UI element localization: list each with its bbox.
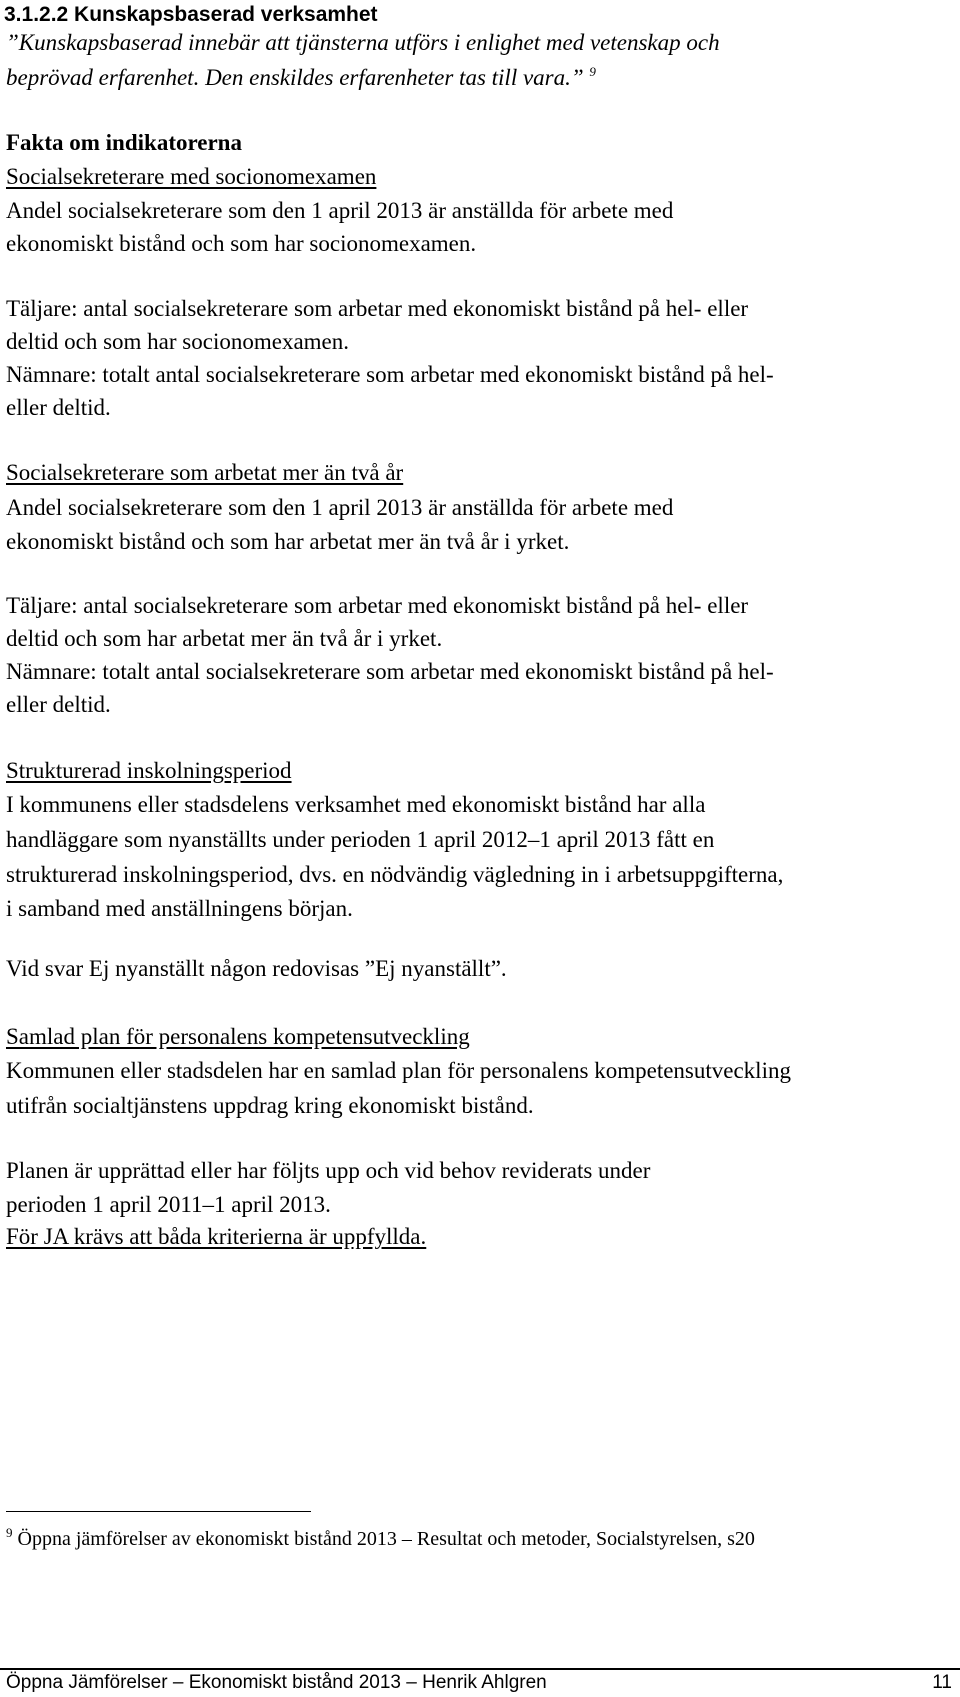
indicator-3-definition-line-3: strukturerad inskolningsperiod, dvs. en nödvändig vägledning in i arbetsuppgifterna, <box>6 862 784 887</box>
indicator-2-numerator-line-1: Täljare: antal socialsekreterare som arbetar med ekonomiskt bistånd på hel- eller <box>6 593 749 618</box>
footnote <box>6 1524 755 1554</box>
indicator-2-denominator-line-2: eller deltid. <box>6 692 111 717</box>
footnote-rule <box>6 1511 311 1512</box>
indicator-1-definition-line-2: ekonomiskt bistånd och som har socionomexamen. <box>6 231 477 256</box>
indicator-4-title: Samlad plan för personalens kompetensutveckling <box>6 1024 470 1049</box>
footer-title: Öppna Jämförelser – Ekonomiskt bistånd 2013 – Henrik Ahlgren <box>6 1672 547 1693</box>
section-heading: 3.1.2.2 Kunskapsbaserad verksamhet <box>4 3 378 26</box>
indicator-2-numerator-line-2: deltid och som har arbetat mer än två år i yrket. <box>6 626 443 651</box>
indicator-2-title: Socialsekreterare som arbetat mer än två år <box>6 460 404 485</box>
indicator-2-denominator-line-1: Nämnare: totalt antal socialsekreterare som arbetar med ekonomiskt bistånd på hel- <box>6 659 774 684</box>
indicator-1-title: Socialsekreterare med socionomexamen <box>6 164 377 189</box>
intro-quote-line-2 <box>6 63 596 93</box>
indicator-4-criteria-line-1: Planen är upprättad eller har följts upp och vid behov reviderats under <box>6 1158 651 1183</box>
indicator-3-definition-line-4: i samband med anställningens början. <box>6 896 353 921</box>
intro-quote-line-1: ”Kunskapsbaserad innebär att tjänsterna utförs i enlighet med vetenskap och <box>6 30 720 55</box>
indicator-3-definition-line-2: handläggare som nyanställts under perioden 1 april 2012–1 april 2013 fått en <box>6 827 715 852</box>
indicator-1-numerator-line-2: deltid och som har socionomexamen. <box>6 329 350 354</box>
indicator-3-note: Vid svar Ej nyanställt någon redovisas ”Ej nyanställt”. <box>6 956 507 981</box>
indicator-1-numerator-line-1: Täljare: antal socialsekreterare som arbetar med ekonomiskt bistånd på hel- eller <box>6 296 749 321</box>
indicator-3-title: Strukturerad inskolningsperiod <box>6 758 292 783</box>
intro-quote-text: beprövad erfarenhet. Den enskildes erfarenheter tas till vara.” <box>6 65 584 90</box>
indicator-4-requirement: För JA krävs att båda kriterierna är uppfyllda. <box>6 1224 427 1249</box>
page-number: 11 <box>932 1672 952 1693</box>
indicator-1-denominator-line-1: Nämnare: totalt antal socialsekreterare som arbetar med ekonomiskt bistånd på hel- <box>6 362 774 387</box>
indicator-4-definition-line-1: Kommunen eller stadsdelen har en samlad plan för personalens kompetensutveckling <box>6 1058 791 1083</box>
footer-rule <box>0 1668 960 1670</box>
facts-heading: Fakta om indikatorerna <box>6 130 242 155</box>
indicator-1-definition-line-1: Andel socialsekreterare som den 1 april 2013 är anställda för arbete med <box>6 198 674 223</box>
indicator-4-criteria-line-2: perioden 1 april 2011–1 april 2013. <box>6 1192 331 1217</box>
indicator-2-definition-line-2: ekonomiskt bistånd och som har arbetat mer än två år i yrket. <box>6 529 570 554</box>
indicator-1-denominator-line-2: eller deltid. <box>6 395 111 420</box>
footnote-text: Öppna jämförelser av ekonomiskt bistånd 2013 – Resultat och metoder, Socialstyrelsen, s20 <box>17 1528 755 1550</box>
footnote-number: 9 <box>6 1525 13 1540</box>
indicator-2-definition-line-1: Andel socialsekreterare som den 1 april 2013 är anställda för arbete med <box>6 495 674 520</box>
footnote-reference: 9 <box>589 64 596 79</box>
indicator-4-definition-line-2: utifrån socialtjänstens uppdrag kring ekonomiskt bistånd. <box>6 1093 534 1118</box>
indicator-3-definition-line-1: I kommunens eller stadsdelens verksamhet med ekonomiskt bistånd har alla <box>6 792 706 817</box>
